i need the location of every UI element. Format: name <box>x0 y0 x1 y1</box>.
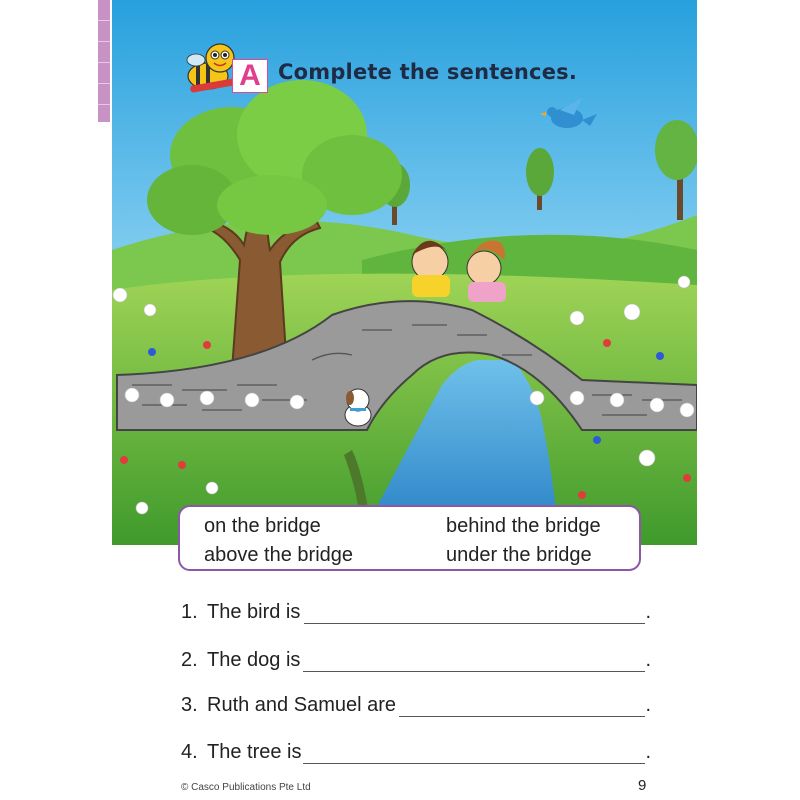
question-number: 3. <box>181 694 198 716</box>
question-1 <box>181 601 651 631</box>
question-text: The tree is <box>207 741 302 763</box>
word-option: on the bridge <box>204 515 321 537</box>
exercise-heading <box>112 48 697 98</box>
question-end: . <box>645 694 651 716</box>
question-end: . <box>645 741 651 763</box>
question-text: The bird is <box>207 601 301 623</box>
question-2 <box>181 649 651 679</box>
question-end: . <box>645 649 651 671</box>
copyright-notice: © Casco Publications Pte Ltd <box>181 782 311 793</box>
exercise-letter-badge: A <box>232 59 268 93</box>
question-text: The dog is <box>207 649 301 671</box>
question-4 <box>181 741 651 771</box>
word-option: above the bridge <box>204 544 354 566</box>
question-number: 1. <box>181 601 198 623</box>
question-number: 4. <box>181 741 198 763</box>
page-number: 9 <box>638 777 647 794</box>
question-3 <box>181 694 651 724</box>
dog-icon <box>345 389 371 426</box>
word-bank-box <box>178 505 641 571</box>
word-option: behind the bridge <box>446 515 601 537</box>
answer-line[interactable] <box>303 763 645 764</box>
exercise-title: Complete the sentences. <box>278 60 578 84</box>
answer-line[interactable] <box>399 716 645 717</box>
question-end: . <box>645 601 651 623</box>
answer-line[interactable] <box>303 671 645 672</box>
page-tab-strip <box>98 0 110 122</box>
word-option: under the bridge <box>446 544 592 566</box>
answer-line[interactable] <box>304 623 645 624</box>
question-text: Ruth and Samuel are <box>207 694 397 716</box>
question-number: 2. <box>181 649 198 671</box>
